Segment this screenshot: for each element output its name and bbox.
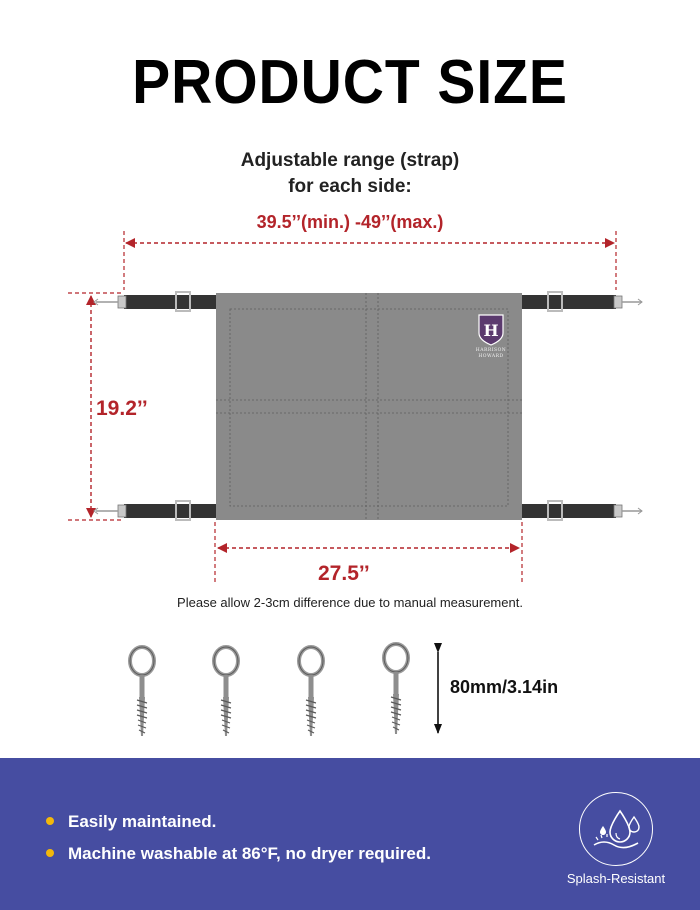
fabric-panel <box>216 293 522 520</box>
height-label: 19.2’’ <box>96 397 148 420</box>
screw-eye-hook-1 <box>130 647 154 736</box>
splash-resistant-badge <box>579 792 653 866</box>
bullet-dot-icon <box>46 849 54 857</box>
hook-size-label: 80mm/3.14in <box>450 677 559 697</box>
logo-name-line1: HARRISON <box>475 348 507 353</box>
screw-eye-hook-4 <box>384 644 408 734</box>
bullet-dot-icon <box>46 817 54 825</box>
screw-eye-hook-2 <box>214 647 238 736</box>
water-drops-icon <box>580 793 652 865</box>
feature-text: Machine washable at 86°F, no dryer required. <box>68 844 431 863</box>
strap-range-dimension <box>124 231 616 290</box>
brand-logo <box>476 315 506 359</box>
width-label: 27.5’’ <box>318 562 370 585</box>
strap-range-label: 39.5’’(min.) -49’’(max.) <box>256 212 444 232</box>
splash-resistant-label: Splash-Resistant <box>566 871 666 886</box>
page-title: PRODUCT SIZE <box>132 48 568 117</box>
feature-item <box>46 812 216 832</box>
measurement-note: Please allow 2-3cm difference due to manual measurement. <box>177 595 523 610</box>
feature-item <box>46 844 431 864</box>
strap-bottom-left <box>94 501 216 520</box>
screw-eye-hook-3 <box>299 647 323 736</box>
strap-top-right <box>522 292 642 311</box>
strap-bottom-right <box>522 501 642 520</box>
logo-name-line2: HOWARD <box>478 354 504 359</box>
logo-letter: H <box>483 321 499 340</box>
subtitle-line-1: Adjustable range (strap) <box>240 150 460 171</box>
strap-top-left <box>94 292 216 311</box>
feature-text: Easily maintained. <box>68 812 217 831</box>
subtitle-line-2: for each side: <box>288 176 412 197</box>
